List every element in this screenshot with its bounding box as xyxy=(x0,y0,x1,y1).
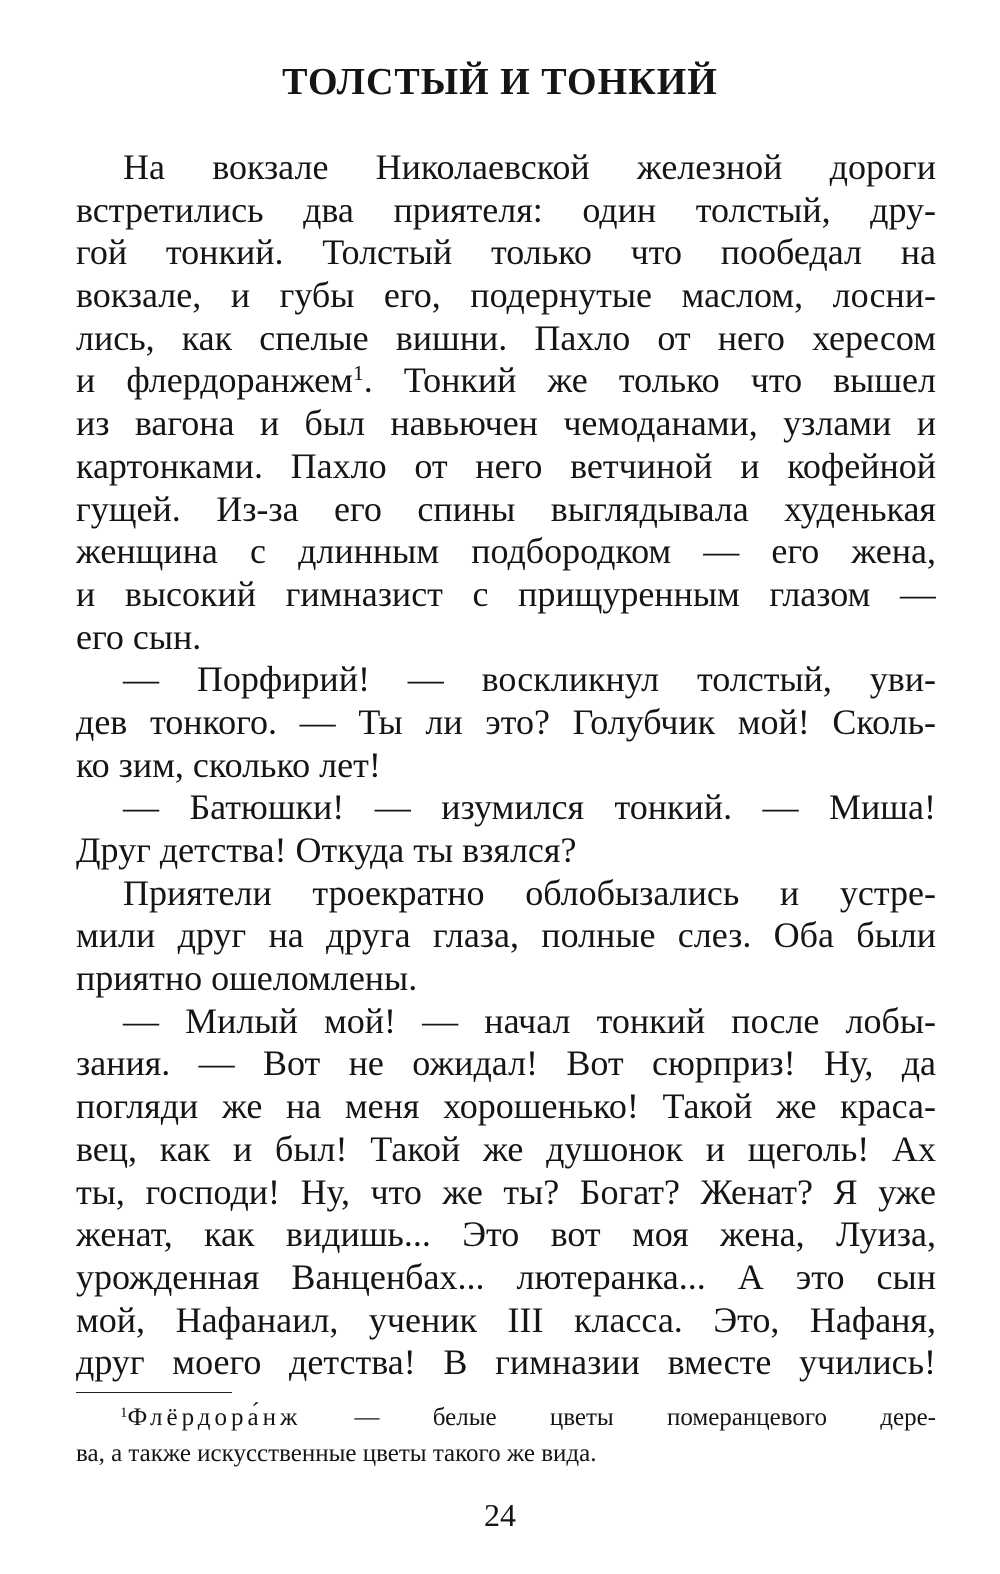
footnote-reference: 1 xyxy=(352,361,364,386)
footnote-term: Флёрдора́нж xyxy=(127,1404,302,1431)
text-line: гой тонкий. Толстый только что пообедал на xyxy=(76,232,936,273)
text-line: Друг детства! Откуда ты взялся? xyxy=(76,830,577,870)
text-fragment: и флердоранжем xyxy=(76,360,353,401)
text-line: зания. — Вот не ожидал! Вот сюрприз! Ну, да xyxy=(76,1043,936,1084)
text-line: урожденная Ванценбах... лютеранка... А это сын xyxy=(76,1256,936,1297)
text-line: — Батюшки! — изумился тонкий. — Миша! xyxy=(123,787,936,828)
footnote-divider xyxy=(76,1392,232,1393)
text-line: картонками. Пахло от него ветчиной и кофейной xyxy=(76,445,936,486)
text-line: мили друг на друга глаза, полные слез. Оба были xyxy=(76,915,936,956)
text-line: лись, как спелые вишни. Пахло от него хересом xyxy=(76,317,936,358)
text-line: Приятели троекратно облобызались и устре- xyxy=(123,872,936,913)
text-line: — Милый мой! — начал тонкий после лобы- xyxy=(123,1000,936,1041)
text-line: женщина с длинным подбородком — его жена, xyxy=(76,531,936,572)
text-line: погляди же на меня хорошенько! Такой же краса- xyxy=(76,1086,936,1127)
footnote-number: 1 xyxy=(120,1404,128,1421)
text-line: На вокзале Николаевской железной дороги xyxy=(123,147,936,187)
footnote xyxy=(76,1400,936,1472)
text-line: женат, как видишь... Это вот моя жена, Луиза, xyxy=(76,1214,936,1255)
text-line: приятно ошеломлены. xyxy=(76,958,418,999)
text-line: мой, Нафанаил, ученик III класса. Это, Нафаня, xyxy=(76,1299,936,1340)
text-line: его сын. xyxy=(76,616,202,657)
text-line: — Порфирий! — воскликнул толстый, уви- xyxy=(123,659,936,700)
footnote-definition: — белые цветы померанцевого дере- xyxy=(301,1404,936,1431)
text-line: вокзале, и губы его, подернутые маслом, лосни- xyxy=(76,275,936,316)
text-line: ко зим, сколько лет! xyxy=(76,744,381,785)
text-line: встретились два приятеля: один толстый, дру- xyxy=(76,189,936,230)
story-title: ТОЛСТЫЙ И ТОНКИЙ xyxy=(282,61,718,103)
text-line: ты, господи! Ну, что же ты? Богат? Женат? Я уже xyxy=(76,1171,936,1212)
page-number: 24 xyxy=(484,1497,516,1533)
text-line-with-footnote xyxy=(76,359,936,402)
text-line: дев тонкого. — Ты ли это? Голубчик мой! Сколь- xyxy=(76,701,936,742)
story-text xyxy=(76,146,936,1384)
text-line: и высокий гимназист с прищуренным глазом — xyxy=(76,573,936,614)
footnote-line: ва, а также искусственные цветы такого же вида. xyxy=(76,1440,597,1467)
text-fragment: . Тонкий же только что вышел xyxy=(363,360,936,401)
text-line: из вагона и был навьючен чемоданами, узлами и xyxy=(76,403,936,444)
footnote-line xyxy=(76,1400,936,1436)
text-line: вец, как и был! Такой же душонок и щеголь! Ах xyxy=(76,1128,936,1169)
text-line: гущей. Из-за его спины выглядывала худенькая xyxy=(76,488,936,529)
text-line: друг моего детства! В гимназии вместе учились! xyxy=(76,1342,936,1383)
